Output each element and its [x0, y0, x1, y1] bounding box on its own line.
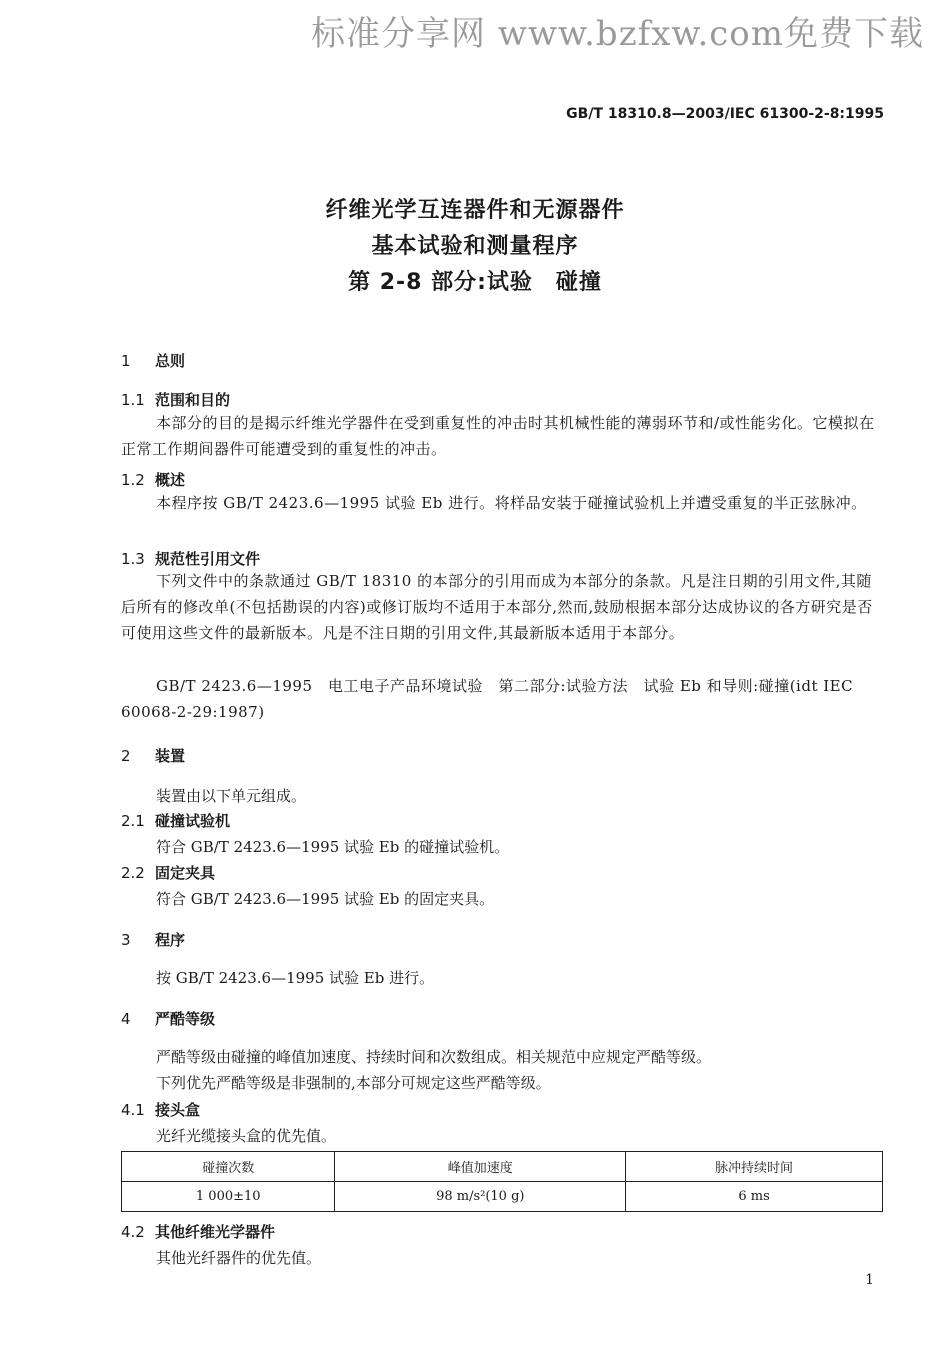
section-2-2-heading — [121, 862, 215, 883]
section-number: 1.2 — [121, 471, 145, 489]
section-title: 总则 — [155, 352, 186, 370]
section-number: 1.1 — [121, 391, 145, 409]
section-number: 1.3 — [121, 550, 145, 568]
table-header-cell: 脉冲持续时间 — [626, 1152, 883, 1182]
title-line-1: 纤维光学互连器件和无源器件 — [325, 198, 625, 223]
section-2-heading — [121, 745, 185, 766]
section-number: 3 — [121, 931, 131, 949]
section-4-1-heading — [121, 1099, 200, 1120]
section-title: 其他纤维光学器件 — [155, 1223, 276, 1241]
page-number: 1 — [865, 1272, 874, 1288]
watermark: 标准分享网 www.bzfxw.com免费下载 — [311, 14, 924, 54]
section-4-heading — [121, 1008, 215, 1029]
section-number: 4.2 — [121, 1223, 145, 1241]
section-2-1-text: 符合 GB/T 2423.6—1995 试验 Eb 的碰撞试验机。 — [156, 838, 510, 856]
section-title: 概述 — [155, 471, 186, 489]
table-cell: 6 ms — [626, 1182, 883, 1212]
section-title: 严酷等级 — [155, 1010, 216, 1028]
section-number: 4.1 — [121, 1101, 145, 1119]
section-title: 装置 — [155, 747, 186, 765]
section-1-2-heading — [121, 469, 185, 490]
section-1-1-text: 本部分的目的是揭示纤维光学器件在受到重复性的冲击时其机械性能的薄弱环节和/或性能劣化。它模拟在正常工作期间器件可能遭受到的重复性的冲击。 — [121, 414, 875, 458]
normative-reference: GB/T 2423.6—1995 电工电子产品环境试验 第二部分:试验方法 试验 Eb 和导则:碰撞(idt IEC 60068-2-29:1987) — [121, 677, 854, 721]
section-2-2-text: 符合 GB/T 2423.6—1995 试验 Eb 的固定夹具。 — [156, 890, 495, 908]
section-title: 接头盒 — [155, 1101, 201, 1119]
section-3-text: 按 GB/T 2423.6—1995 试验 Eb 进行。 — [156, 969, 435, 987]
section-3-heading — [121, 929, 185, 950]
section-number: 4 — [121, 1010, 131, 1028]
section-4-2-text: 其他光纤器件的优先值。 — [156, 1249, 322, 1267]
section-title: 碰撞试验机 — [155, 812, 231, 830]
section-2-1-heading — [121, 810, 230, 831]
table-cell: 98 m/s²(10 g) — [335, 1182, 626, 1212]
section-title: 规范性引用文件 — [155, 550, 261, 568]
section-1-2-text: 本程序按 GB/T 2423.6—1995 试验 Eb 进行。将样品安装于碰撞试验机上并遭受重复的半正弦脉冲。 — [156, 494, 867, 512]
section-4-2-heading — [121, 1221, 275, 1242]
section-number: 1 — [121, 352, 131, 370]
table-header-row — [122, 1152, 883, 1182]
section-1-3-text: 下列文件中的条款通过 GB/T 18310 的本部分的引用而成为本部分的条款。凡是注日期的引用文件,其随后所有的修改单(不包括勘误的内容)或修订版均不适用于本部分,然而,鼓励根据本部分达成协议的各方研究是否可使用这些文件的最新版本。凡是不注日期的引用文件,其最新版本适用于本部分。 — [121, 572, 873, 642]
table-row — [122, 1182, 883, 1212]
section-4-text-2: 下列优先严酷等级是非强制的,本部分可规定这些严酷等级。 — [156, 1074, 551, 1092]
title-line-3: 第 2-8 部分:试验 碰撞 — [348, 270, 602, 295]
table-cell: 1 000±10 — [122, 1182, 335, 1212]
section-4-1-text: 光纤光缆接头盒的优先值。 — [156, 1127, 337, 1145]
section-number: 2.2 — [121, 864, 145, 882]
section-2-text: 装置由以下单元组成。 — [156, 787, 307, 805]
title-line-2: 基本试验和测量程序 — [371, 234, 579, 259]
table-header-cell: 碰撞次数 — [122, 1152, 335, 1182]
section-title: 程序 — [155, 931, 186, 949]
section-number: 2 — [121, 747, 131, 765]
section-title: 范围和目的 — [155, 391, 231, 409]
bump-severity-table — [121, 1151, 883, 1212]
section-1-heading — [121, 350, 185, 371]
table-header-cell: 峰值加速度 — [335, 1152, 626, 1182]
standard-code: GB/T 18310.8—2003/IEC 61300-2-8:1995 — [566, 106, 884, 122]
section-1-3-heading — [121, 548, 260, 569]
section-4-text-1: 严酷等级由碰撞的峰值加速度、持续时间和次数组成。相关规范中应规定严酷等级。 — [156, 1048, 712, 1066]
section-number: 2.1 — [121, 812, 145, 830]
section-title: 固定夹具 — [155, 864, 216, 882]
section-1-1-heading — [121, 389, 230, 410]
